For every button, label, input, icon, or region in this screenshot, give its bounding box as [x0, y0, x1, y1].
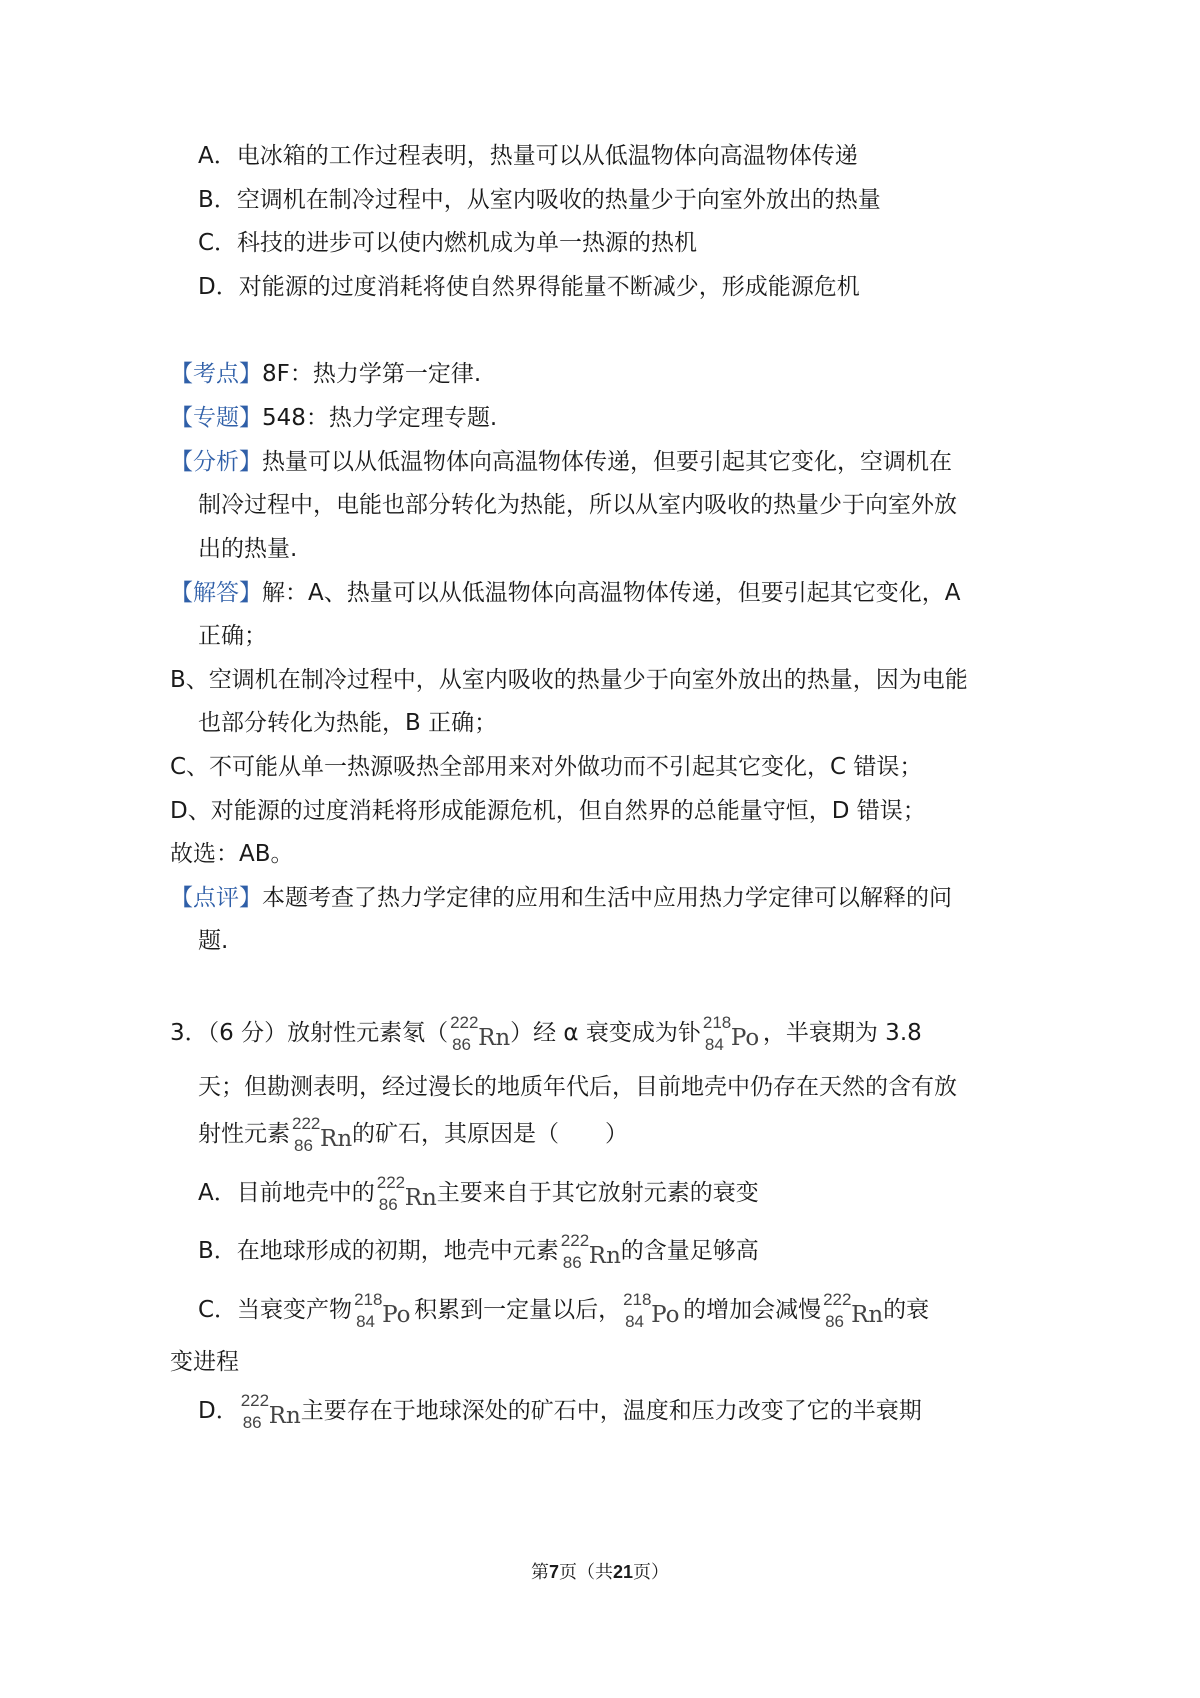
fenxi-tag: 【分析】: [170, 449, 262, 475]
q3-option-a: [198, 1174, 759, 1220]
jieda-line-4: 也部分转化为热能，B 正确；: [198, 710, 498, 736]
option-c: C．科技的进步可以使内燃机成为单一热源的热机: [198, 230, 698, 256]
q3-option-c-cont: 变进程: [170, 1349, 239, 1375]
dianping-tag: 【点评】: [170, 885, 262, 911]
rn-nuclide: 222 86 Rn: [823, 1290, 884, 1331]
q3-option-b: [198, 1232, 759, 1278]
footer-pre: 第: [530, 1562, 549, 1583]
q3-optc-b: 积累到一定量以后，: [414, 1297, 622, 1323]
option-b: B．空调机在制冷过程中，从室内吸收的热量少于向室外放出的热量: [198, 187, 881, 213]
rn-nuclide: 222 86 Rn: [240, 1391, 301, 1432]
q3-l3-b: 的矿石，其原因是（ ）: [352, 1121, 628, 1147]
q3-optb-a: B．在地球形成的初期，地壳中元素: [198, 1238, 559, 1264]
q3-stem-c: ，半衰期为 3.8: [762, 1020, 922, 1046]
q3-optc-a: C．当衰变产物: [198, 1297, 353, 1323]
jieda-text: 解：A、热量可以从低温物体向高温物体传递，但要引起其它变化，A: [262, 580, 961, 606]
fenxi-line-2: 制冷过程中，电能也部分转化为热能，所以从室内吸收的热量少于向室外放: [198, 492, 957, 518]
q3-optb-b: 的含量足够高: [620, 1238, 759, 1264]
option-a: A．电冰箱的工作过程表明，热量可以从低温物体向高温物体传递: [198, 143, 858, 169]
dianping-line-2: 题.: [198, 928, 229, 954]
rn-nuclide: 222 86 Rn: [450, 1013, 511, 1054]
kaodian-line: [170, 359, 481, 389]
q3-option-c: [198, 1291, 929, 1337]
q3-option-d: [198, 1392, 922, 1438]
q3-stem-b: ）经 α 衰变成为钋: [510, 1020, 701, 1046]
jieda-tag: 【解答】: [170, 580, 262, 606]
jieda-line-2: 正确；: [198, 623, 267, 649]
jieda-line-7: 故选：AB。: [170, 841, 294, 867]
dianping-line-1: [170, 883, 952, 913]
jieda-line-3: B、空调机在制冷过程中，从室内吸收的热量少于向室外放出的热量，因为电能: [170, 667, 968, 693]
fenxi-line-1: [170, 447, 952, 477]
po-nuclide: 218 84 Po: [623, 1290, 680, 1331]
rn-nuclide: 222 86 Rn: [376, 1173, 437, 1214]
footer-mid: 页（共: [558, 1562, 613, 1583]
rn-nuclide: 222 86 Rn: [292, 1114, 353, 1155]
jieda-line-6: D、对能源的过度消耗将形成能源危机，但自然界的总能量守恒，D 错误；: [170, 798, 926, 824]
q3-line-3: [198, 1115, 628, 1161]
zhuanti-line: [170, 403, 497, 433]
footer-post: 页）: [633, 1562, 670, 1583]
q3-optc-d: 的衰: [883, 1297, 930, 1323]
q3-line-2: 天；但勘测表明，经过漫长的地质年代后，目前地壳中仍存在天然的含有放: [198, 1074, 957, 1100]
q3-opta-a: A．目前地壳中的: [198, 1180, 375, 1206]
zhuanti-tag: 【专题】: [170, 405, 262, 431]
dianping-text: 本题考查了热力学定律的应用和生活中应用热力学定律可以解释的问: [262, 885, 952, 911]
jieda-line-5: C、不可能从单一热源吸热全部用来对外做功而不引起其它变化，C 错误；: [170, 754, 923, 780]
q3-stem-a: 3．（6 分）放射性元素氡（: [170, 1020, 449, 1046]
kaodian-tag: 【考点】: [170, 361, 262, 387]
q3-line-1: [170, 1014, 922, 1060]
po-nuclide: 218 84 Po: [354, 1290, 411, 1331]
po-nuclide: 218 84 Po: [702, 1013, 760, 1054]
q3-optd-b: 主要存在于地球深处的矿石中，温度和压力改变了它的半衰期: [300, 1398, 922, 1424]
fenxi-text: 热量可以从低温物体向高温物体传递，但要引起其它变化，空调机在: [262, 449, 952, 475]
rn-nuclide: 222 86 Rn: [560, 1231, 621, 1272]
footer-total-pages: 21: [612, 1562, 634, 1582]
zhuanti-text: 548：热力学定理专题.: [262, 405, 498, 431]
kaodian-text: 8F：热力学第一定律.: [262, 361, 482, 387]
q3-opta-b: 主要来自于其它放射元素的衰变: [436, 1180, 759, 1206]
fenxi-line-3: 出的热量.: [198, 536, 298, 562]
q3-optd-a: D．: [198, 1398, 239, 1424]
page-footer: [0, 1560, 1200, 1585]
option-d: D．对能源的过度消耗将使自然界得能量不断减少，形成能源危机: [198, 274, 860, 300]
jieda-line-1: [170, 578, 960, 608]
q3-optc-c: 的增加会减慢: [683, 1297, 822, 1323]
footer-page-number: 7: [548, 1562, 559, 1582]
q3-l3-a: 射性元素: [198, 1121, 290, 1147]
